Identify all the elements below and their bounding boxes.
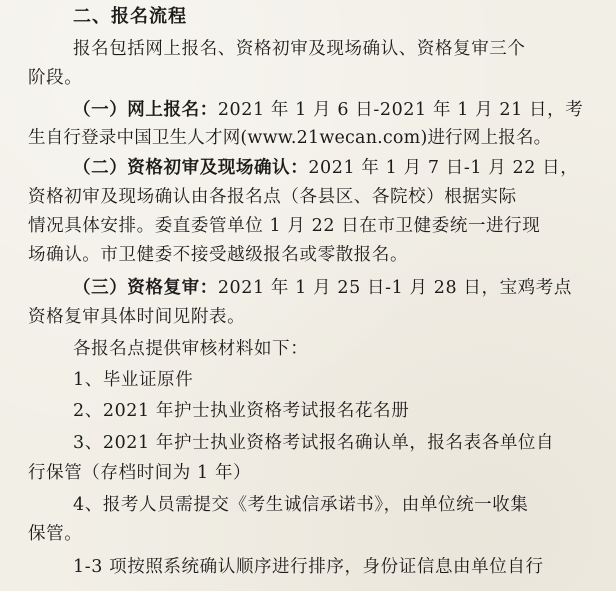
materials-item-1: 1、毕业证原件 <box>73 370 194 390</box>
materials-item-2: 2、2021 年护士执业资格考试报名花名册 <box>73 401 410 421</box>
materials-item-3-line-1: 3、2021 年护士执业资格考试报名确认单，报名表各单位自 <box>73 433 555 453</box>
stage2-line-3: 情况具体安排。委直委管单位 1 月 22 日在市卫健委统一进行现 <box>28 216 541 236</box>
intro-line-2: 阶段。 <box>28 68 83 88</box>
stage3-label: （三）资格复审： <box>73 278 218 298</box>
stage3-line-2: 资格复审具体时间见附表。 <box>28 307 246 327</box>
materials-item-4-line-1: 4、报考人员需提交《考生诚信承诺书》，由单位统一收集 <box>73 495 529 515</box>
stage2-line-2: 资格初审及现场确认由各报名点（各县区、各院校）根据实际 <box>28 187 517 207</box>
stage1-line-2: 生自行登录中国卫生人才网(www.21wecan.com)进行网上报名。 <box>28 128 552 148</box>
intro-line-1: 报名包括网上报名、资格初审及现场确认、资格复审三个 <box>73 39 526 59</box>
footer-line: 1-3 项按照系统确认顺序进行排序，身份证信息由单位自行 <box>73 557 544 577</box>
materials-item-4-line-2: 保管。 <box>28 524 83 544</box>
stage2-line-1 <box>73 156 578 180</box>
materials-intro: 各报名点提供审核材料如下： <box>73 339 309 359</box>
stage2-line-4: 场确认。市卫健委不接受越级报名或零散报名。 <box>28 245 409 265</box>
stage3-line-1 <box>73 276 572 300</box>
section-heading: 二、报名流程 <box>73 6 187 27</box>
stage1-line-1 <box>73 98 583 122</box>
stage2-dates: 2021 年 1 月 7 日-1 月 22 日， <box>308 158 579 178</box>
stage3-dates: 2021 年 1 月 25 日-1 月 28 日，宝鸡考点 <box>217 278 572 298</box>
materials-item-3-line-2: 行保管（存档时间为 1 年） <box>28 463 252 483</box>
stage1-label: （一）网上报名： <box>73 100 218 120</box>
stage2-label: （二）资格初审及现场确认： <box>73 158 309 178</box>
stage1-dates: 2021 年 1 月 6 日-2021 年 1 月 21 日，考 <box>217 100 584 120</box>
